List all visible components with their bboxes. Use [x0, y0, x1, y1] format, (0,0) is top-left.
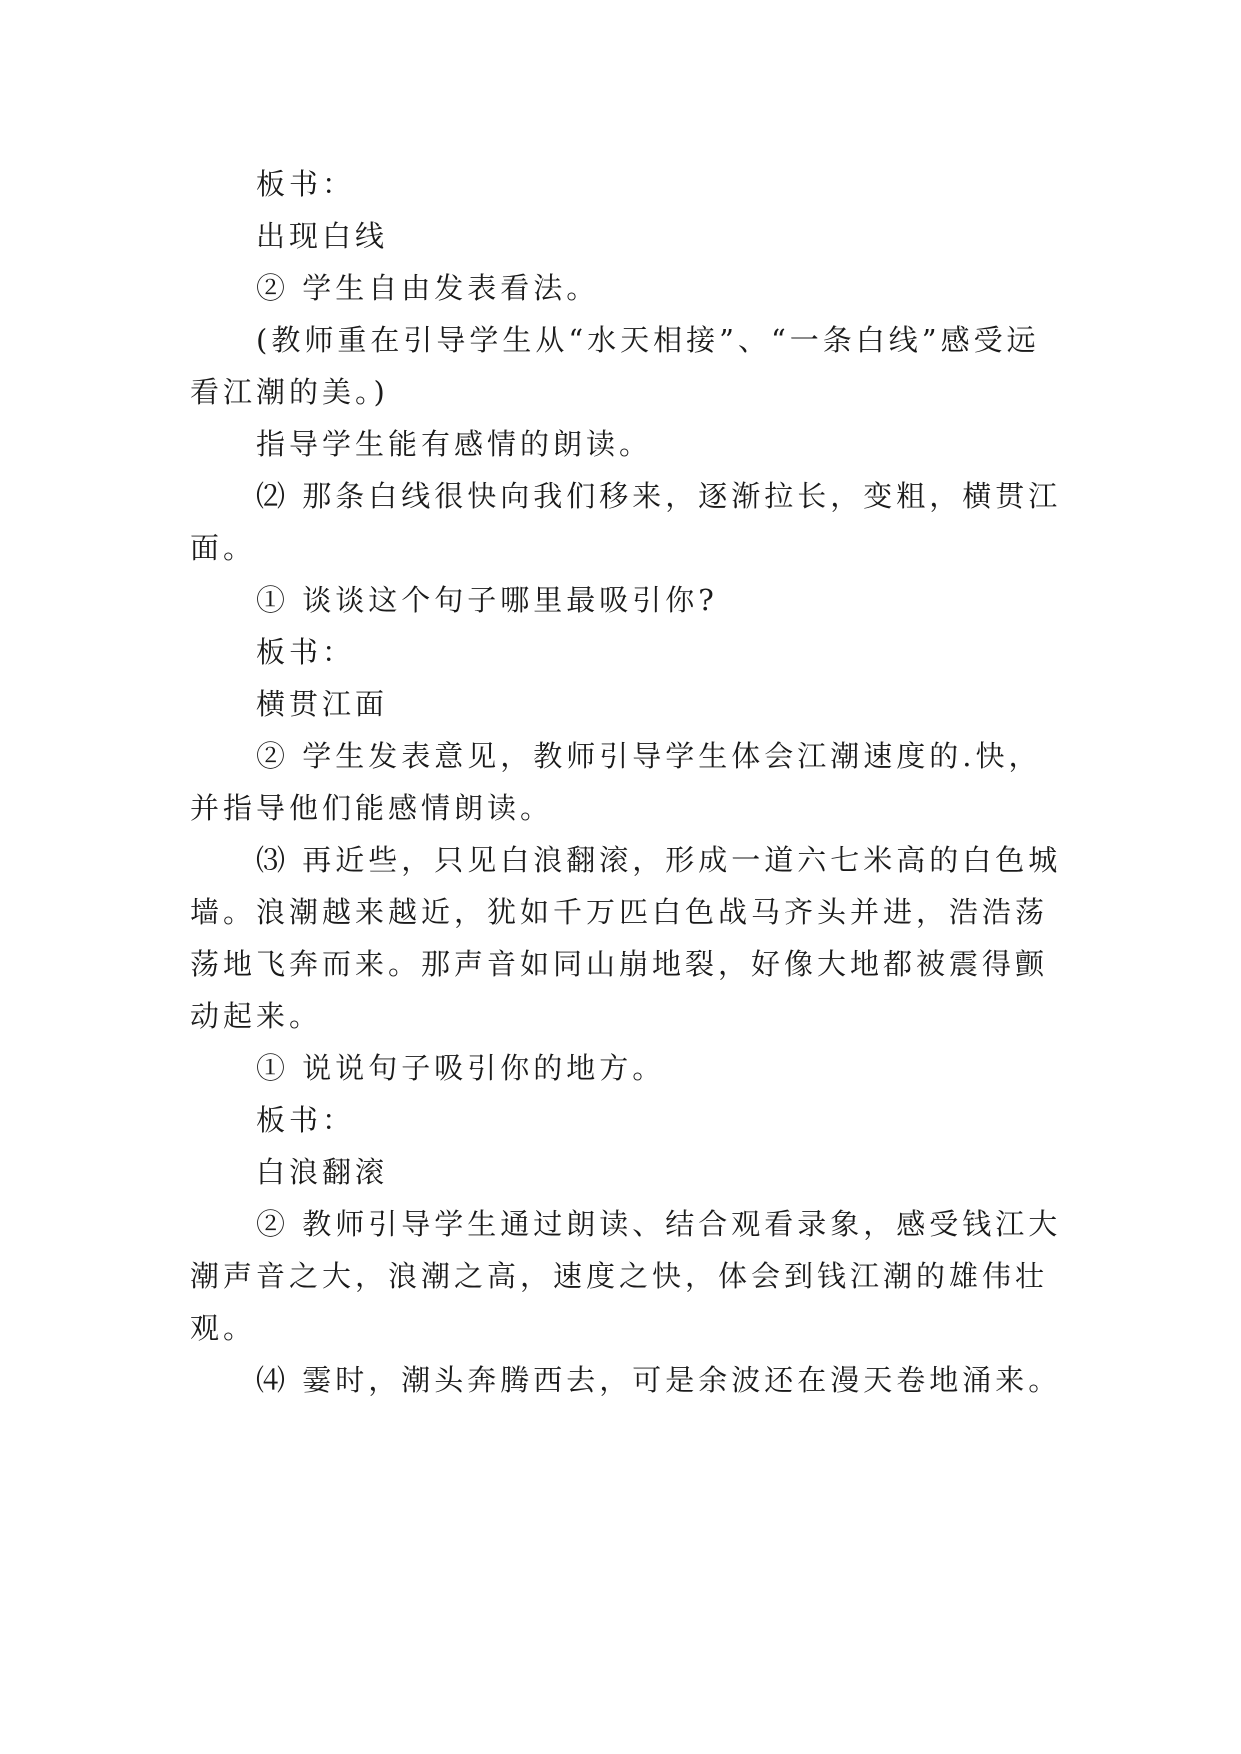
- paragraph: ① 谈谈这个句子哪里最吸引你?: [256, 583, 718, 617]
- paragraph: ⑶ 再近些，只见白浪翻滚，形成一道六七米高的白色城墙。浪潮越来越近，犹如千万匹白色战马齐头并进，浩浩荡荡地飞奔而来。那声音如同山崩地裂，好像大地都被震得颤动起来。: [190, 843, 1062, 1033]
- paragraph-board-heading-2: 板书：: [256, 635, 356, 669]
- paragraph: ⑷ 霎时，潮头奔腾西去，可是余波还在漫天卷地涌来。: [256, 1363, 1062, 1397]
- document-body: [190, 158, 1070, 1406]
- paragraph-board-note-3: 白浪翻滚: [256, 1155, 389, 1189]
- paragraph-board-note-1: 出现白线: [256, 219, 389, 253]
- paragraph: ② 教师引导学生通过朗读、结合观看录象，感受钱江大潮声音之大，浪潮之高，速度之快，体会到钱江潮的雄伟壮观。: [190, 1207, 1062, 1345]
- paragraph-board-note-2: 横贯江面: [256, 687, 389, 721]
- paragraph: ② 学生自由发表看法。: [256, 271, 600, 305]
- paragraph: ① 说说句子吸引你的地方。: [256, 1051, 666, 1085]
- paragraph: 指导学生能有感情的朗读。: [256, 427, 653, 461]
- paragraph: ⑵ 那条白线很快向我们移来，逐渐拉长，变粗，横贯江面。: [190, 479, 1062, 565]
- paragraph: (教师重在引导学生从“水天相接”、“一条白线”感受远看江潮的美。): [190, 323, 1040, 409]
- paragraph-board-heading-1: 板书：: [256, 167, 356, 201]
- paragraph: ② 学生发表意见，教师引导学生体会江潮速度的.快，并指导他们能感情朗读。: [190, 739, 1042, 825]
- paragraph-board-heading-3: 板书：: [256, 1103, 356, 1137]
